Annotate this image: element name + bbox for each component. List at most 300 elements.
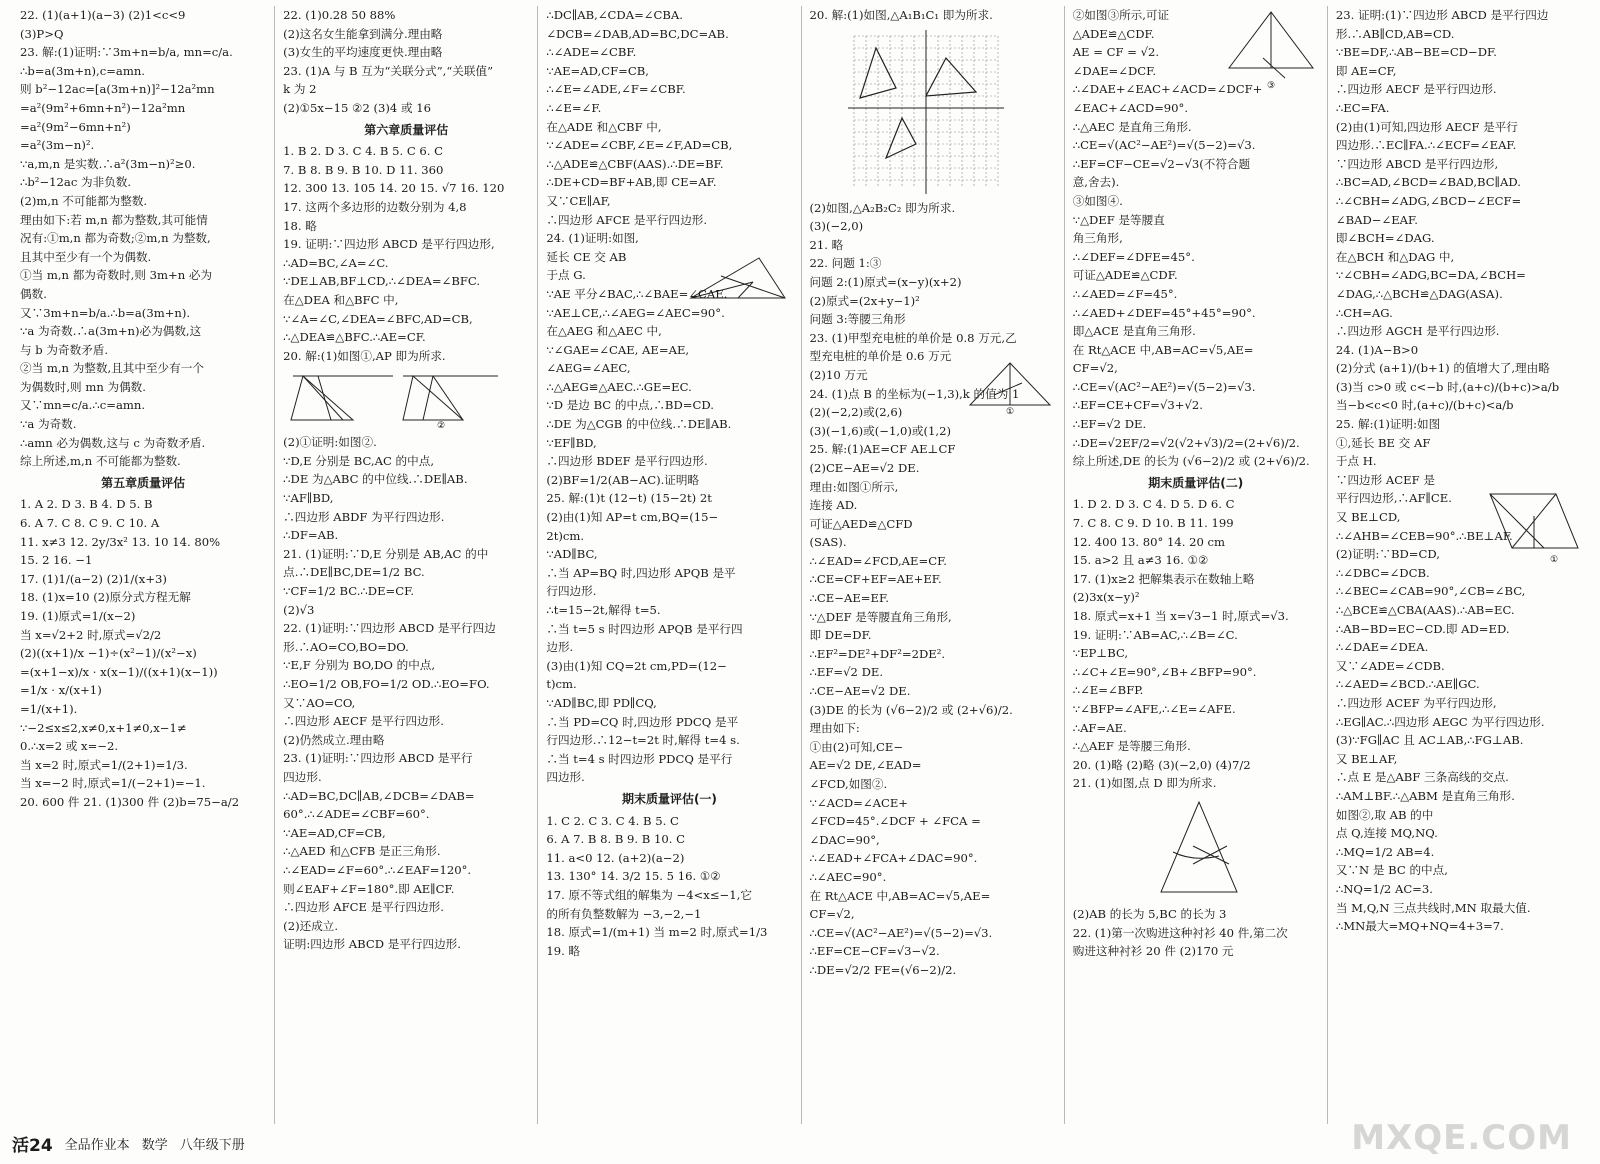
section-title-final-1: 期末质量评估(一) — [621, 791, 717, 806]
text-line: ∵DE⊥AB,BF⊥CD,∴∠DEA=∠BFC. — [283, 274, 481, 289]
text-line: ∴EO=1/2 OB,FO=1/2 OD.∴EO=FO. — [283, 677, 490, 691]
text-line: ∴DE+CD=BF+AB,即 CE=AF. — [546, 175, 717, 190]
text-line: 点.∴DE∥BC,DE=1/2 BC. — [283, 565, 425, 580]
text-line: CF=√2, — [809, 907, 855, 922]
text-line: 在 Rt△ACE 中,AB=AC=√5,AE= — [1072, 342, 1254, 357]
text-line: ∠DAG,∴△BCH≌△DAG(ASA). — [1335, 286, 1503, 301]
text-line: 20. 600 件 21. (1)300 件 (2)b=75−a/2 — [20, 794, 240, 809]
text-line: 证明:四边形 ABCD 是平行四边形. — [283, 937, 461, 952]
text-line: (3)DE 的长为 (√6−2)/2 或 (2+√6)/2. — [809, 702, 1013, 717]
text-line: ∵△DEF 是等腰直角三角形, — [809, 609, 952, 624]
coordinate-grid-figure — [810, 28, 1056, 196]
text-line: 17. (1)x≥2 把解集表示在数轴上略 — [1072, 571, 1255, 586]
text-line: ∴四边形 BDEF 是平行四边形. — [546, 454, 708, 469]
text-line: ∵E,F 分别为 BO,DO 的中点, — [283, 658, 436, 673]
page-number: 活24 — [12, 1136, 53, 1156]
text-line: (3)由(1)知 CQ=2t cm,PD=(12− — [546, 658, 727, 673]
text-line: 行四边形.∴12−t=2t 时,解得 t=4 s. — [546, 733, 740, 748]
text-line: ∵−2≤x≤2,x≠0,x+1≠0,x−1≠ — [20, 720, 187, 735]
text-line: ∴△AED 和△CFB 是正三角形. — [283, 844, 441, 859]
text-line: (2)m,n 不可能都为整数. — [20, 193, 148, 208]
text-line: ∴NQ=1/2 AC=3. — [1335, 881, 1433, 896]
col4-block-a — [810, 6, 1056, 25]
column-1 — [12, 6, 275, 1124]
text-line: 11. a<0 12. (a+2)(a−2) — [546, 850, 685, 865]
text-line: 11. x≠3 12. 2y/3x² 13. 10 14. 80% — [20, 534, 221, 549]
text-line: ∴EF=CE+CF=√3+√2. — [1072, 398, 1203, 413]
text-line: 角三角形, — [1072, 231, 1123, 246]
text-line: ∵∠CBH=∠ADG,BC=DA,∠BCH= — [1335, 268, 1526, 283]
svg-text:③: ③ — [1266, 81, 1275, 91]
text-line: (2)①5x−15 ②2 (3)4 或 16 — [283, 100, 432, 115]
text-line: 平行四边形,∴AF∥CE. — [1335, 491, 1452, 506]
text-line: 18. (1)x=10 (2)原分式方程无解 — [20, 590, 191, 605]
text-line: ∵∠GAE=∠CAE, AE=AE, — [546, 342, 690, 357]
text-line: ∴△AEF 是等腰三角形. — [1072, 739, 1191, 754]
text-line: ∴AD=BC,∠A=∠C. — [283, 255, 389, 270]
text-line: 形.∴AO=CO,BO=DO. — [283, 639, 409, 654]
col5-block-b — [1073, 495, 1319, 793]
text-line: 24. (1)证明:如图, — [546, 231, 639, 246]
text-line: 当 x=√2+2 时,原式=√2/2 — [20, 627, 162, 642]
text-line: 即 DE=DF. — [809, 628, 872, 643]
text-line: ∴∠AHB=∠CEB=90°.∴BE⊥AF. — [1335, 528, 1513, 543]
column-4 — [802, 6, 1065, 1124]
text-line: ∴△BCE≌△CBA(AAS).∴AB=EC. — [1335, 603, 1515, 617]
text-line: (2)原式=(2x+y−1)² — [809, 293, 920, 308]
text-line: ∴四边形 AFCE 是平行四边形. — [283, 900, 444, 915]
text-line: 25. 解:(1)AE=CF AE⊥CF — [809, 442, 956, 457]
text-line: ∴DE=√2/2 FE=(√6−2)/2. — [809, 962, 957, 977]
text-line: 25. 解:(1)t (12−t) (15−2t) 2t — [546, 491, 712, 506]
text-line: ①由(2)可知,CE− — [809, 739, 904, 754]
grade-name: 八年级下册 — [179, 1138, 245, 1153]
text-line: ∵∠A=∠C,∠DEA=∠BFC,AD=CB, — [283, 311, 473, 326]
text-line: (2)证明:∵BD=CD, — [1335, 547, 1440, 562]
text-line: 17. (1)1/(a−2) (2)1/(x+3) — [20, 571, 167, 586]
text-line: 15. 2 16. −1 — [20, 553, 93, 568]
text-line: ∵AE⊥CE,∴∠AEG=∠AEC=90°. — [546, 305, 725, 320]
text-line: (3)女生的平均速度更快.理由略 — [283, 45, 443, 60]
text-line: ∴b²−12ac 为非负数. — [20, 175, 132, 190]
text-line: 行四边形. — [546, 584, 597, 599]
text-line: 20. (1)略 (2)略 (3)(−2,0) (4)7/2 — [1072, 757, 1251, 772]
text-line: (2)仍然成立.理由略 — [283, 732, 385, 747]
text-line: 23. (1)证明:∵四边形 ABCD 是平行 — [283, 751, 473, 766]
text-line: 即 AE=CF, — [1335, 63, 1397, 78]
text-line: 12. 400 13. 80° 14. 20 cm — [1072, 534, 1226, 549]
text-line: ∠AEG=∠AEC, — [546, 361, 631, 376]
text-line: ∵四边形 ABCD 是平行四边形, — [1335, 156, 1499, 171]
text-line: 四边形.∴EC∥FA.∴∠ECF=∠EAF. — [1335, 138, 1517, 153]
text-line: ∵EF∥BD, — [546, 435, 597, 450]
text-line: 1. A 2. D 3. B 4. D 5. B — [20, 497, 153, 512]
col1-block-a — [20, 6, 266, 471]
column-3 — [538, 6, 801, 1124]
text-line: 于点 G. — [546, 268, 586, 283]
text-line: ∵AE=AD,CF=CB, — [283, 825, 386, 840]
text-line: ∴∠AED+∠DEF=45°+45°=90°. — [1072, 305, 1256, 320]
text-line: 且其中至少有一个为偶数. — [20, 249, 152, 264]
text-line: ∴DF=AB. — [283, 528, 339, 543]
text-line: ∴∠AED=∠F=45°. — [1072, 286, 1178, 301]
text-line: 四边形. — [283, 769, 322, 784]
text-line: ∴∠DBC=∠DCB. — [1335, 565, 1430, 580]
text-line: ∴CE−AE=EF. — [809, 591, 889, 606]
book-name: 全品作业本 — [64, 1138, 130, 1153]
text-line: (2)由(1)可知,四边形 AECF 是平行 — [1335, 119, 1518, 134]
text-line: 24. (1)A−B>0 — [1335, 342, 1419, 357]
text-line: ∴∠AED=∠BCD.∴AE∥GC. — [1335, 677, 1480, 692]
text-line: ∴△AEG≌△AEC.∴GE=EC. — [546, 379, 692, 394]
column-5 — [1065, 6, 1328, 1124]
text-line: 18. 原式=x+1 当 x=√3−1 时,原式=√3. — [1072, 609, 1289, 623]
text-line: ∠DCB=∠DAB,AD=BC,DC=AB. — [546, 26, 729, 41]
text-line: 在△DEA 和△BFC 中, — [283, 292, 399, 307]
text-line: 21. (1)如图,点 D 即为所求. — [1072, 776, 1217, 791]
text-line: ∵AF∥BD, — [283, 491, 334, 506]
text-line: (3)∵FG∥AC 且 AC⊥AB,∴FG⊥AB. — [1335, 733, 1524, 748]
text-line: 19. (1)原式=1/(x−2) — [20, 609, 136, 623]
text-line: 6. A 7. C 8. C 9. C 10. A — [20, 516, 160, 531]
text-line: ∵D 是边 BC 的中点,∴BD=CD. — [546, 398, 714, 413]
text-line: 当 x=2 时,原式=1/(2+1)=1/3. — [20, 757, 188, 772]
text-line: 边形. — [546, 640, 574, 655]
col4-block-b — [810, 199, 1056, 980]
text-line: ∴四边形 AGCH 是平行四边形. — [1335, 324, 1500, 339]
text-line: ∴当 t=4 s 时四边形 PDCQ 是平行 — [546, 751, 733, 766]
text-line: ∴△AEC 是直角三角形. — [1072, 119, 1192, 134]
text-line: ∴∠E=∠F. — [546, 100, 602, 115]
answer-columns — [12, 6, 1590, 1124]
text-line: 又∵AO=CO, — [283, 695, 356, 710]
text-line: ①,延长 BE 交 AF — [1335, 435, 1431, 450]
text-line: ∴∠EAD+∠FCA+∠DAC=90°. — [809, 851, 978, 866]
text-line: 综上所述,m,n 不可能都为整数. — [20, 454, 181, 469]
subject-name: 数学 — [141, 1138, 168, 1153]
text-line: ∴EF=CE−CF=√3−√2. — [809, 944, 940, 959]
text-line: 19. 证明:∵四边形 ABCD 是平行四边形, — [283, 237, 495, 252]
text-line: ①当 m,n 都为奇数时,则 3m+n 必为 — [20, 268, 213, 283]
text-line: 1. D 2. D 3. C 4. D 5. D 6. C — [1072, 497, 1235, 512]
text-line: ∴EF=CF−CE=√2−√3(不符合题 — [1072, 156, 1251, 171]
text-line: ∴MN最大=MQ+NQ=4+3=7. — [1335, 919, 1504, 934]
column-6 — [1328, 6, 1590, 1124]
text-line: 1. B 2. D 3. C 4. B 5. C 6. C — [283, 144, 444, 159]
text-line: (2)10 万元 — [809, 367, 868, 382]
text-line: 意,舍去). — [1072, 175, 1120, 190]
text-line: (2)如图,△A₂B₂C₂ 即为所求. — [809, 200, 956, 215]
text-line: ∴点 E 是△ABF 三条高线的交点. — [1335, 770, 1509, 785]
text-line: 在△BCH 和△DAG 中, — [1335, 249, 1455, 264]
text-line: ∵四边形 ACEF 是 — [1335, 472, 1435, 487]
text-line: 20. 解:(1)如图①,AP 即为所求. — [283, 348, 446, 363]
text-line: 即∠BCH=∠DAG. — [1335, 231, 1435, 246]
text-line: (2)AB 的长为 5,BC 的长为 3 — [1072, 906, 1227, 921]
text-line: ∴∠E=∠BFP. — [1072, 683, 1144, 698]
text-line: ∴△ADE≌△CBF(AAS).∴DE=BF. — [546, 156, 724, 171]
text-line: 综上所述,DE 的长为 (√6−2)/2 或 (2+√6)/2. — [1072, 454, 1310, 469]
text-line: k 为 2 — [283, 82, 317, 97]
text-line: 又∵mn=c/a.∴c=amn. — [20, 398, 146, 413]
text-line: ∵AE=AD,CF=CB, — [546, 63, 649, 78]
text-line: 的所有负整数解为 −3,−2,−1 — [546, 906, 702, 921]
text-line: 为偶数时,则 mn 为偶数. — [20, 379, 146, 394]
text-line: ∵AD∥BC, — [546, 547, 598, 562]
text-line: ∠FCD=45°.∠DCF + ∠FCA = — [809, 814, 981, 829]
text-line: (2)这名女生能拿到满分.理由略 — [283, 26, 443, 41]
text-line: (SAS). — [809, 535, 847, 550]
text-line: 当−b<c<0 时,(a+c)/(b+c)<a/b — [1335, 398, 1514, 413]
text-line: (2)3x(x−y)² — [1072, 590, 1140, 605]
text-line: ∴DC∥AB,∠CDA=∠CBA. — [546, 8, 683, 22]
text-line: ∵D,E 分别是 BC,AC 的中点, — [283, 453, 435, 468]
text-line: ∴AD=BC,DC∥AB,∠DCB=∠DAB= — [283, 788, 475, 803]
text-line: 则 b²−12ac=[a(3m+n)]²−12a²mn — [20, 82, 215, 97]
text-line: 23. 证明:(1)∵四边形 ABCD 是平行四边 — [1335, 8, 1549, 22]
text-line: 18. 原式=1/(m+1) 当 m=2 时,原式=1/3 — [546, 925, 768, 940]
text-line: 四边形. — [546, 770, 585, 785]
text-line: 可证△ADE≌△CDF. — [1072, 268, 1178, 283]
text-line: 与 b 为奇数矛盾. — [20, 342, 109, 357]
text-line: ∠BAD−∠EAF. — [1335, 212, 1418, 227]
text-line: 当 M,Q,N 三点共线时,MN 取最大值. — [1335, 900, 1531, 915]
col1-block-b — [20, 495, 266, 811]
text-line: 23. (1)甲型充电桩的单价是 0.8 万元,乙 — [809, 330, 1017, 345]
text-line: 又∵CE∥AF, — [546, 193, 611, 208]
text-line: 理由如下:若 m,n 都为整数,其可能情 — [20, 212, 208, 227]
text-line: CF=√2, — [1072, 361, 1118, 376]
section-title-final-2: 期末质量评估(二) — [1148, 475, 1244, 490]
text-line: 6. A 7. B 8. B 9. B 10. C — [546, 832, 685, 847]
text-line: 在 Rt△ACE 中,AB=AC=√5,AE= — [809, 888, 991, 903]
text-line: 况有:①m,n 都为奇数;②m,n 为整数, — [20, 231, 211, 246]
construction-figure — [1073, 796, 1319, 902]
text-line: 购进这种衬衫 20 件 (2)170 元 — [1072, 944, 1234, 959]
text-line: ∴AB−BD=EC−CD.即 AD=ED. — [1335, 621, 1510, 636]
svg-text:②: ② — [437, 421, 446, 431]
text-line: 21. (1)证明:∵D,E 分别是 AB,AC 的中 — [283, 546, 489, 561]
text-line: 1. C 2. C 3. C 4. B 5. C — [546, 813, 679, 828]
text-line: =a²(9m²−6mn+n²) — [20, 119, 131, 134]
text-line: (2)还成立. — [283, 918, 339, 933]
text-line: 22. (1)(a+1)(a−3) (2)1<c<9 — [20, 8, 186, 22]
text-line: ∴DE 为△CGB 的中位线.∴DE∥AB. — [546, 417, 732, 432]
text-line: 又 BE⊥CD, — [1335, 510, 1401, 525]
text-line: 22. (1)第一次购进这种衬衫 40 件,第二次 — [1072, 925, 1288, 940]
text-line: ∴EG∥AC.∴四边形 AEGC 为平行四边形. — [1335, 714, 1545, 729]
text-line: ∴∠C+∠E=90°,∠B+∠BFP=90°. — [1072, 664, 1257, 679]
text-line: ∴∠DEF=∠DFE=45°. — [1072, 249, 1195, 264]
text-line: 又 BE⊥AF, — [1335, 751, 1398, 766]
text-line: 0.∴x=2 或 x=−2. — [20, 739, 119, 754]
text-line: 7. B 8. B 9. B 10. D 11. 360 — [283, 162, 444, 177]
text-line: ∵∠ADE=∠CBF,∠E=∠F,AD=CB, — [546, 138, 733, 153]
text-line: 7. C 8. C 9. D 10. B 11. 199 — [1072, 516, 1234, 531]
text-line: ∴AF=AE. — [1072, 720, 1127, 735]
text-line: 23. 解:(1)证明:∵3m+n=b/a, mn=c/a. — [20, 45, 233, 60]
text-line: ∴EF²=DE²+DF²=2DE². — [809, 646, 946, 661]
text-line: 问题 2:(1)原式=(x−y)(x+2) — [809, 274, 962, 289]
text-line: (3)(−1,6)或(−1,0)或(1,2) — [809, 423, 952, 438]
text-line: ∴四边形 ACEF 为平行四边形, — [1335, 695, 1497, 710]
text-line: =1/x · x/(x+1) — [20, 683, 102, 698]
text-line: ∠EAC+∠ACD=90°. — [1072, 100, 1189, 115]
text-line: ∴MQ=1/2 AB=4. — [1335, 844, 1435, 859]
text-line: 17. 原不等式组的解集为 −4<x≤−1,它 — [546, 887, 752, 902]
text-line: ∴EF=√2 DE. — [1072, 417, 1147, 432]
text-line: ∴EF=√2 DE. — [809, 665, 884, 680]
text-line: ∵∠ACD=∠ACE+ — [809, 795, 908, 810]
text-line: (2)BF=1/2(AB−AC).证明略 — [546, 472, 700, 487]
text-line: 20. 解:(1)如图,△A₁B₁C₁ 即为所求. — [809, 8, 993, 22]
text-line: 25. 解:(1)证明:如图 — [1335, 417, 1441, 432]
text-line: (2)分式 (a+1)/(b+1) 的值增大了,理由略 — [1335, 361, 1550, 376]
text-line: ∴∠DAE+∠EAC+∠ACD=∠DCF+ — [1072, 82, 1263, 97]
svg-text:①: ① — [1005, 406, 1014, 415]
text-line: 延长 CE 交 AB — [546, 249, 627, 264]
col3-block-a — [546, 6, 792, 787]
text-line: ∴t=15−2t,解得 t=5. — [546, 603, 661, 617]
text-line: 又∵3m+n=b/a.∴b=a(3m+n). — [20, 305, 191, 320]
text-line: (3)当 c>0 或 c<−b 时,(a+c)/(b+c)>a/b — [1335, 379, 1560, 394]
text-line: ∴DE 为△ABC 的中位线.∴DE∥AB. — [283, 472, 468, 487]
section-title-ch5: 第五章质量评估 — [101, 475, 186, 490]
text-line: ∴CH=AG. — [1335, 305, 1393, 320]
text-line: (2)(−2,2)或(2,6) — [809, 405, 903, 420]
text-line: ∴∠E=∠ADE,∠F=∠CBF. — [546, 82, 686, 97]
text-line: 17. 这两个多边形的边数分别为 4,8 — [283, 199, 467, 214]
text-line: ∵AE 平分∠BAC,∴∠BAE=∠CAE. — [546, 286, 728, 301]
text-line: 23. (1)A 与 B 互为“关联分式”,“关联值” — [283, 63, 493, 78]
text-line: 22. (1)证明:∵四边形 ABCD 是平行四边 — [283, 621, 496, 636]
text-line: ∵CF=1/2 BC.∴DE=CF. — [283, 584, 415, 599]
text-line: 60°.∴∠ADE=∠CBF=60°. — [283, 807, 430, 822]
text-line: ∴当 AP=BQ 时,四边形 APQB 是平 — [546, 565, 736, 580]
text-line: ∴四边形 AFCE 是平行四边形. — [546, 212, 708, 227]
text-line: ∴CE=√(AC²−AE²)=√(5−2)=√3. — [1072, 138, 1256, 153]
page-footer — [12, 1131, 245, 1156]
text-line: ∴四边形 ABDF 为平行四边形. — [283, 509, 445, 524]
text-line: ∴CE=√(AC²−AE²)=√(5−2)=√3. — [1072, 379, 1256, 394]
col5-block-c — [1073, 905, 1319, 961]
text-line: 理由如下: — [809, 721, 860, 736]
text-line: 即△ACE 是直角三角形. — [1072, 324, 1196, 339]
text-line: ∠FCD,如图②. — [809, 777, 888, 791]
text-line: =a²(3m−n)². — [20, 138, 95, 153]
text-line: ∵AD∥BC,即 PD∥CQ, — [546, 695, 657, 710]
text-line: 21. 略 — [809, 237, 844, 252]
text-line: (3)P>Q — [20, 26, 64, 41]
text-line: 12. 300 13. 105 14. 20 15. √7 16. 120 — [283, 181, 505, 196]
text-line: 问题 3:等腰三角形 — [809, 312, 906, 327]
text-line: =(x+1−x)/x · x(x−1)/((x+1)(x−1)) — [20, 664, 218, 679]
text-line: 如图②,取 AB 的中 — [1335, 807, 1434, 822]
text-line: ∴当 PD=CQ 时,四边形 PDCQ 是平 — [546, 714, 739, 729]
text-line: ∴∠AEC=90°. — [809, 869, 887, 884]
text-line: 又∵∠ADE=∠CDB. — [1335, 658, 1445, 673]
text-line: ∵BE=DF,∴AB−BE=CD−DF. — [1335, 45, 1497, 60]
text-line: 19. 证明:∵AB=AC,∴∠B=∠C. — [1072, 627, 1238, 642]
text-line: 理由:如图①所示, — [809, 479, 899, 494]
text-line: ∵∠BFP=∠AFE,∴∠E=∠AFE. — [1072, 701, 1236, 716]
text-line: ∴四边形 AECF 是平行四边形. — [283, 714, 444, 729]
col3-block-b — [546, 812, 792, 961]
text-line: ∴∠CBH=∠ADG,∠BCD−∠ECF= — [1335, 193, 1522, 208]
text-line: ∴∠ADE=∠CBF. — [546, 45, 637, 60]
text-line: ∴∠EAD=∠F=60°.∴∠EAF=120°. — [283, 862, 472, 877]
text-line: t)cm. — [546, 677, 577, 692]
text-line: ∴AM⊥BF.∴△ABM 是直角三角形. — [1335, 788, 1515, 803]
text-line: ③如图④. — [1072, 193, 1123, 208]
col6-block-a — [1336, 6, 1582, 936]
text-line: ∴EC=FA. — [1335, 100, 1390, 115]
text-line: 可证△AED≌△CFD — [809, 516, 913, 531]
text-line: 形.∴AB∥CD,AB=CD. — [1335, 26, 1455, 41]
text-line: (2)CE−AE=√2 DE. — [809, 460, 920, 475]
text-line: ∵a 为奇数.∴a(3m+n)必为偶数,这 — [20, 324, 202, 339]
text-line: 点 Q,连接 MQ,NQ. — [1335, 826, 1438, 841]
text-line: AE = CF = √2. — [1072, 45, 1160, 60]
column-2 — [275, 6, 538, 1124]
text-line: (2)①证明:如图②. — [283, 435, 377, 450]
watermark-logo: MXQE.COM — [1351, 1118, 1572, 1158]
text-line: 24. (1)点 B 的坐标为(−1,3),k 的值为 1 — [809, 386, 1020, 401]
text-line: 19. 略 — [546, 943, 581, 958]
text-line: ∴b=a(3m+n),c=amn. — [20, 63, 145, 78]
col2-block-c — [283, 433, 529, 954]
col2-block-b — [283, 142, 529, 365]
text-line: =a²(9m²+6mn+n²)−12a²mn — [20, 100, 186, 115]
text-line: 型充电桩的单价是 0.6 万元 — [809, 349, 952, 364]
text-line: ∴四边形 AECF 是平行四边形. — [1335, 82, 1497, 97]
text-line: ∴CE=√(AC²−AE²)=√(5−2)=√3. — [809, 925, 993, 940]
text-line: 则∠EAF+∠F=180°.即 AE∥CF. — [283, 881, 455, 896]
text-line: ②如图③所示,可证 — [1072, 8, 1170, 22]
text-line: 22. (1)0.28 50 88% — [283, 8, 396, 22]
text-line: ∴CE=CF+EF=AE+EF. — [809, 572, 942, 587]
text-line: ∵EP⊥BC, — [1072, 646, 1129, 661]
text-line: ∴当 t=5 s 时四边形 APQB 是平行四 — [546, 621, 743, 636]
text-line: 在△ADE 和△CBF 中, — [546, 119, 662, 134]
text-line: ∴amn 必为偶数,这与 c 为奇数矛盾. — [20, 435, 206, 450]
text-line: (2)由(1)知 AP=t cm,BQ=(15− — [546, 510, 719, 525]
text-line: 15. a>2 且 a≠3 16. ①② — [1072, 553, 1209, 568]
col2-block-a — [283, 6, 529, 118]
text-line: ∵a,m,n 是实数.∴a²(3m−n)²≥0. — [20, 156, 196, 171]
text-line: ∴∠EAD=∠FCD,AE=CF. — [809, 553, 947, 568]
text-line: 偶数. — [20, 286, 47, 301]
text-line: 于点 H. — [1335, 454, 1377, 469]
text-line: 13. 130° 14. 3/2 15. 5 16. ①② — [546, 869, 721, 884]
text-line: ∠DAC=90°, — [809, 832, 880, 847]
text-line: (2)((x+1)/x −1)÷(x²−1)/(x²−x) — [20, 646, 197, 661]
svg-text:①: ① — [1550, 555, 1559, 565]
text-line: ②当 m,n 为整数,且其中至少有一个 — [20, 361, 204, 376]
text-line: =1/(x+1). — [20, 701, 78, 716]
text-line: ∴DE=√2EF/2=√2(√2+√3)/2=(2+√6)/2. — [1072, 435, 1300, 450]
text-line: ∴△DEA≌△BFC.∴AE=CF. — [283, 330, 426, 345]
text-line: ∴∠DAE=∠DEA. — [1335, 640, 1429, 655]
parallelogram-figures — [283, 368, 529, 430]
text-line: (3)(−2,0) — [809, 219, 864, 234]
text-line: AE=√2 DE,∠EAD= — [809, 758, 922, 773]
text-line: 在△AEG 和△AEC 中, — [546, 324, 662, 339]
text-line: △ADE≌△CDF. — [1072, 26, 1155, 41]
text-line: (2)√3 — [283, 602, 315, 617]
text-line: 当 x=−2 时,原式=1/(−2+1)=−1. — [20, 776, 206, 791]
text-line: ∵△DEF 是等腰直 — [1072, 212, 1165, 227]
